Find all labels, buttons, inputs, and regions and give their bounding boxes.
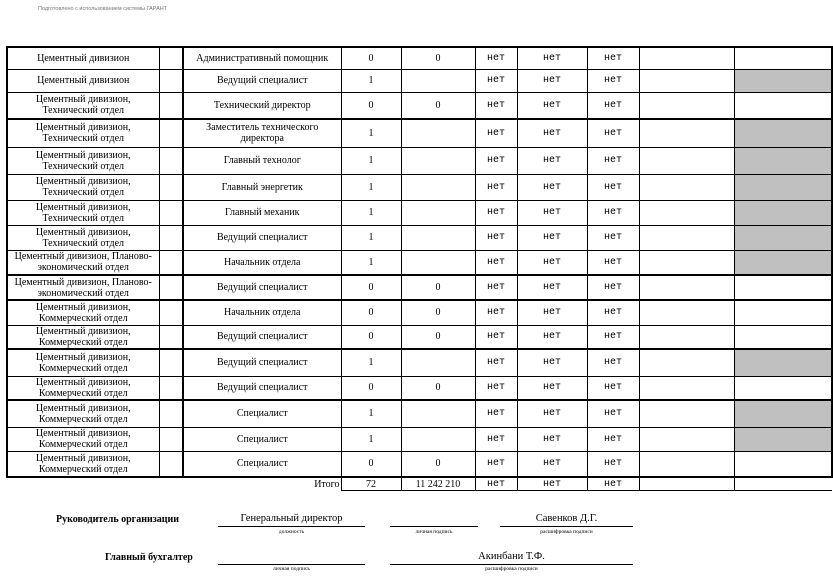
division-cell: Цементный дивизион, Коммерческий отдел xyxy=(7,376,159,400)
blank-cell xyxy=(159,349,183,376)
blank-cell xyxy=(159,69,183,92)
division-cell: Цементный дивизион, Технический отдел xyxy=(7,119,159,147)
blank-cell xyxy=(159,325,183,349)
count-cell: 1 xyxy=(341,147,401,174)
table-row xyxy=(7,147,832,174)
accountant-signature-field[interactable] xyxy=(218,551,365,565)
division-cell: Цементный дивизион, Технический отдел xyxy=(7,225,159,250)
accountant-name-caption: расшифровка подписи xyxy=(485,566,538,572)
position-cell: Специалист xyxy=(183,427,341,451)
count-cell: 1 xyxy=(341,174,401,200)
head-position-caption: должность xyxy=(278,529,305,535)
c2-cell: нет xyxy=(517,119,587,147)
position-cell: Ведущий специалист xyxy=(183,275,341,300)
note-cell xyxy=(639,400,734,427)
table-body xyxy=(7,47,832,477)
blank-cell xyxy=(159,427,183,451)
salary-cell xyxy=(401,174,475,200)
c1-cell: нет xyxy=(475,47,517,69)
table-row xyxy=(7,119,832,147)
mark-cell xyxy=(734,376,832,400)
head-label: Руководитель организации xyxy=(56,514,180,525)
c1-cell: нет xyxy=(475,275,517,300)
c3-cell: нет xyxy=(587,300,639,325)
count-cell: 1 xyxy=(341,250,401,275)
salary-cell: 0 xyxy=(401,275,475,300)
c1-cell: нет xyxy=(475,225,517,250)
c3-cell: нет xyxy=(587,147,639,174)
c3-cell: нет xyxy=(587,427,639,451)
count-cell: 0 xyxy=(341,451,401,477)
division-cell: Цементный дивизион, Коммерческий отдел xyxy=(7,427,159,451)
accountant-signature-caption: личная подпись xyxy=(273,566,310,572)
note-cell xyxy=(639,69,734,92)
c1-cell: нет xyxy=(475,427,517,451)
c2-cell: нет xyxy=(517,275,587,300)
count-cell: 1 xyxy=(341,225,401,250)
position-cell: Ведущий специалист xyxy=(183,225,341,250)
position-cell: Ведущий специалист xyxy=(183,376,341,400)
division-cell: Цементный дивизион, Коммерческий отдел xyxy=(7,451,159,477)
position-cell: Главный механик xyxy=(183,200,341,225)
mark-cell xyxy=(734,349,832,376)
c2-cell: нет xyxy=(517,47,587,69)
note-cell xyxy=(639,200,734,225)
note-cell xyxy=(639,275,734,300)
c1-cell: нет xyxy=(475,376,517,400)
note-cell xyxy=(639,92,734,119)
position-cell: Начальник отдела xyxy=(183,300,341,325)
note-cell xyxy=(639,427,734,451)
c2-cell: нет xyxy=(517,200,587,225)
note-cell xyxy=(639,451,734,477)
head-name-field: Савенков Д.Г. xyxy=(500,513,633,527)
note-cell xyxy=(639,119,734,147)
total-empty-1 xyxy=(7,477,159,491)
count-cell: 1 xyxy=(341,119,401,147)
salary-cell xyxy=(401,400,475,427)
note-cell xyxy=(639,225,734,250)
count-cell: 0 xyxy=(341,47,401,69)
c3-cell: нет xyxy=(587,325,639,349)
c2-cell: нет xyxy=(517,400,587,427)
c3-cell: нет xyxy=(587,200,639,225)
c2-cell: нет xyxy=(517,376,587,400)
count-cell: 0 xyxy=(341,300,401,325)
head-signature-field[interactable] xyxy=(390,513,478,527)
count-cell: 1 xyxy=(341,349,401,376)
table-row xyxy=(7,427,832,451)
table-row xyxy=(7,349,832,376)
salary-cell xyxy=(401,225,475,250)
mark-cell xyxy=(734,174,832,200)
table-row xyxy=(7,300,832,325)
c3-cell: нет xyxy=(587,451,639,477)
note-cell xyxy=(639,250,734,275)
salary-cell: 0 xyxy=(401,300,475,325)
c1-cell: нет xyxy=(475,325,517,349)
c3-cell: нет xyxy=(587,119,639,147)
position-cell: Административный помощник xyxy=(183,47,341,69)
salary-cell xyxy=(401,147,475,174)
mark-cell xyxy=(734,300,832,325)
salary-cell: 0 xyxy=(401,451,475,477)
salary-cell: 0 xyxy=(401,47,475,69)
count-cell: 1 xyxy=(341,200,401,225)
mark-cell xyxy=(734,69,832,92)
c2-cell: нет xyxy=(517,174,587,200)
position-cell: Специалист xyxy=(183,400,341,427)
c2-cell: нет xyxy=(517,225,587,250)
salary-cell xyxy=(401,349,475,376)
salary-cell xyxy=(401,200,475,225)
table-row xyxy=(7,325,832,349)
blank-cell xyxy=(159,119,183,147)
salary-cell: 0 xyxy=(401,325,475,349)
mark-cell xyxy=(734,119,832,147)
note-cell xyxy=(639,349,734,376)
total-row xyxy=(7,477,832,491)
staff-table xyxy=(6,46,833,491)
total-c1: нет xyxy=(475,477,517,491)
division-cell: Цементный дивизион, Коммерческий отдел xyxy=(7,349,159,376)
c1-cell: нет xyxy=(475,300,517,325)
salary-cell xyxy=(401,69,475,92)
count-cell: 0 xyxy=(341,376,401,400)
total-empty-10 xyxy=(734,477,832,491)
mark-cell xyxy=(734,92,832,119)
c2-cell: нет xyxy=(517,250,587,275)
table-row xyxy=(7,92,832,119)
c1-cell: нет xyxy=(475,174,517,200)
mark-cell xyxy=(734,451,832,477)
division-cell: Цементный дивизион, Технический отдел xyxy=(7,92,159,119)
c1-cell: нет xyxy=(475,451,517,477)
note-cell xyxy=(639,300,734,325)
c2-cell: нет xyxy=(517,451,587,477)
note-cell xyxy=(639,376,734,400)
c1-cell: нет xyxy=(475,400,517,427)
salary-cell xyxy=(401,250,475,275)
blank-cell xyxy=(159,92,183,119)
c3-cell: нет xyxy=(587,225,639,250)
c3-cell: нет xyxy=(587,275,639,300)
blank-cell xyxy=(159,300,183,325)
blank-cell xyxy=(159,376,183,400)
c2-cell: нет xyxy=(517,325,587,349)
mark-cell xyxy=(734,325,832,349)
table-row xyxy=(7,69,832,92)
total-section xyxy=(7,477,832,491)
c3-cell: нет xyxy=(587,376,639,400)
table-row xyxy=(7,250,832,275)
salary-cell xyxy=(401,427,475,451)
head-name-caption: расшифровка подписи xyxy=(540,529,593,535)
c3-cell: нет xyxy=(587,250,639,275)
division-cell: Цементный дивизион, Технический отдел xyxy=(7,200,159,225)
c1-cell: нет xyxy=(475,92,517,119)
mark-cell xyxy=(734,225,832,250)
total-empty-2 xyxy=(159,477,183,491)
header-note: Подготовлено с использованием системы ГАРАНТ xyxy=(38,6,168,12)
position-cell: Начальник отдела xyxy=(183,250,341,275)
c2-cell: нет xyxy=(517,300,587,325)
note-cell xyxy=(639,147,734,174)
salary-cell xyxy=(401,119,475,147)
table-row xyxy=(7,275,832,300)
blank-cell xyxy=(159,174,183,200)
total-count: 72 xyxy=(341,477,401,491)
c3-cell: нет xyxy=(587,92,639,119)
c2-cell: нет xyxy=(517,349,587,376)
table-row xyxy=(7,451,832,477)
c3-cell: нет xyxy=(587,174,639,200)
c1-cell: нет xyxy=(475,69,517,92)
table-row xyxy=(7,200,832,225)
blank-cell xyxy=(159,225,183,250)
c1-cell: нет xyxy=(475,119,517,147)
c2-cell: нет xyxy=(517,427,587,451)
mark-cell xyxy=(734,275,832,300)
c1-cell: нет xyxy=(475,147,517,174)
position-cell: Ведущий специалист xyxy=(183,349,341,376)
division-cell: Цементный дивизион, Коммерческий отдел xyxy=(7,325,159,349)
blank-cell xyxy=(159,200,183,225)
count-cell: 0 xyxy=(341,325,401,349)
division-cell: Цементный дивизион xyxy=(7,47,159,69)
mark-cell xyxy=(734,147,832,174)
blank-cell xyxy=(159,47,183,69)
head-signature-caption: личная подпись xyxy=(415,529,453,535)
total-c2: нет xyxy=(517,477,587,491)
count-cell: 1 xyxy=(341,400,401,427)
table-row xyxy=(7,376,832,400)
division-cell: Цементный дивизион, Коммерческий отдел xyxy=(7,400,159,427)
position-cell: Главный энергетик xyxy=(183,174,341,200)
division-cell: Цементный дивизион, Коммерческий отдел xyxy=(7,300,159,325)
division-cell: Цементный дивизион, Технический отдел xyxy=(7,147,159,174)
c3-cell: нет xyxy=(587,400,639,427)
total-empty-9 xyxy=(639,477,734,491)
total-c3: нет xyxy=(587,477,639,491)
table-row xyxy=(7,47,832,69)
position-cell: Ведущий специалист xyxy=(183,69,341,92)
position-cell: Главный технолог xyxy=(183,147,341,174)
c2-cell: нет xyxy=(517,69,587,92)
table-row xyxy=(7,174,832,200)
division-cell: Цементный дивизион, Планово-экономический отдел xyxy=(7,250,159,275)
position-cell: Технический директор xyxy=(183,92,341,119)
count-cell: 1 xyxy=(341,69,401,92)
c2-cell: нет xyxy=(517,147,587,174)
division-cell: Цементный дивизион xyxy=(7,69,159,92)
count-cell: 0 xyxy=(341,275,401,300)
table-row xyxy=(7,225,832,250)
blank-cell xyxy=(159,400,183,427)
count-cell: 0 xyxy=(341,92,401,119)
division-cell: Цементный дивизион, Планово-экономический отдел xyxy=(7,275,159,300)
mark-cell xyxy=(734,427,832,451)
blank-cell xyxy=(159,147,183,174)
mark-cell xyxy=(734,250,832,275)
c1-cell: нет xyxy=(475,349,517,376)
c3-cell: нет xyxy=(587,349,639,376)
total-label: Итого xyxy=(183,477,341,491)
salary-cell: 0 xyxy=(401,376,475,400)
count-cell: 1 xyxy=(341,427,401,451)
note-cell xyxy=(639,47,734,69)
blank-cell xyxy=(159,451,183,477)
mark-cell xyxy=(734,200,832,225)
table-row xyxy=(7,400,832,427)
mark-cell xyxy=(734,400,832,427)
mark-cell xyxy=(734,47,832,69)
division-cell: Цементный дивизион, Технический отдел xyxy=(7,174,159,200)
note-cell xyxy=(639,325,734,349)
c1-cell: нет xyxy=(475,200,517,225)
position-cell: Заместитель технического директора xyxy=(183,119,341,147)
position-cell: Специалист xyxy=(183,451,341,477)
blank-cell xyxy=(159,250,183,275)
c1-cell: нет xyxy=(475,250,517,275)
note-cell xyxy=(639,174,734,200)
head-position-field: Генеральный директор xyxy=(218,513,365,527)
position-cell: Ведущий специалист xyxy=(183,325,341,349)
blank-cell xyxy=(159,275,183,300)
c2-cell: нет xyxy=(517,92,587,119)
c3-cell: нет xyxy=(587,47,639,69)
accountant-label: Главный бухгалтер xyxy=(105,552,193,563)
c3-cell: нет xyxy=(587,69,639,92)
salary-cell: 0 xyxy=(401,92,475,119)
accountant-name-field: Акинбани Т.Ф. xyxy=(390,551,633,565)
total-salary: 11 242 210 xyxy=(401,477,475,491)
